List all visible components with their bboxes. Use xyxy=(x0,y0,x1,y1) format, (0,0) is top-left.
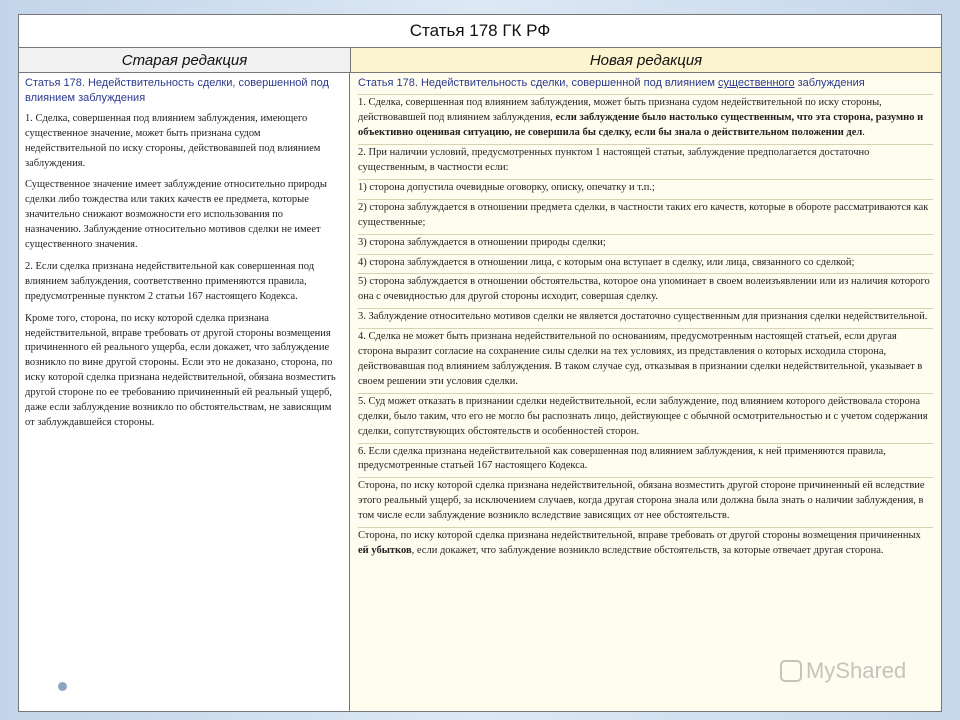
header-row xyxy=(19,48,941,73)
paragraph-text: 1. Сделка, совершенная под влиянием заблуждения, может быть признана судом недействительной по иску стороны, действовавшей под влиянием заблуждения, xyxy=(358,97,882,124)
title-part: Статья 178. Недействительность сделки, совершенной под влиянием xyxy=(358,77,718,89)
bold-text: если заблуждение было настолько существенным, что эта сторона, разумно и объективно оценивая ситуацию, не совершила бы сделку, если бы знала о действительном положении дел xyxy=(358,112,924,139)
new-paragraph: 5. Суд может отказать в признании сделки недействительной, если заблуждение, под влиянием которого действовала сторона сделки, было таким, что его не могло бы распознать лицо, действующее с обычной осмотрительностью и с учетом содержания сделки, сопутствующих обстоятельств и особенностей сторон. xyxy=(358,394,933,444)
table-title: Статья 178 ГК РФ xyxy=(19,15,941,48)
new-paragraph: 2) сторона заблуждается в отношении предмета сделки, в частности таких его качеств, которые в обороте рассматриваются как существенные; xyxy=(358,200,933,235)
watermark-logo-icon xyxy=(780,660,802,682)
new-paragraph: 4. Сделка не может быть признана недействительной по основаниям, предусмотренным настоящей статьей, если другая сторона выразит согласие на сохранение силы сделки на тех условиях, из представления о которых исходила сторона, действовавшая под влиянием заблуждения. В таком случае суд, отказывая в признании сделки недействительной, указывает в своем решении эти условия сделки. xyxy=(358,329,933,394)
new-paragraph xyxy=(358,528,933,562)
bold-text: ей убытков xyxy=(358,544,412,556)
new-paragraph: 3. Заблуждение относительно мотивов сделки не является достаточно существенным для признания сделки недействительной. xyxy=(358,309,933,329)
watermark-text: MyShared xyxy=(806,658,907,683)
new-article-title xyxy=(358,76,933,91)
old-article-title: Статья 178. Недействительность сделки, совершенной под влиянием заблуждения xyxy=(25,77,329,105)
new-paragraph: 6. Если сделка признана недействительной как совершенная под влиянием заблуждения, к ней применяются правила, предусмотренные статьей 167 настоящего Кодекса. xyxy=(358,444,933,479)
watermark xyxy=(780,658,906,684)
paragraph-text: . xyxy=(862,127,865,139)
new-article-title-cell xyxy=(358,75,933,95)
new-version-header: Новая редакция xyxy=(351,48,941,72)
old-version-column xyxy=(19,73,350,711)
comparison-table xyxy=(18,14,942,712)
slide-bullet-dot xyxy=(58,682,67,691)
new-paragraph: 1) сторона допустила очевидные оговорку, описку, опечатку и т.п.; xyxy=(358,180,933,200)
new-paragraph: 5) сторона заблуждается в отношении обстоятельства, которое она упоминает в своем волеизъявлении или из наличия которого она с очевидностью для другой стороны исходит, совершая сделку. xyxy=(358,274,933,309)
paragraph-text: Сторона, по иску которой сделка признана недействительной, вправе требовать от другой стороны возмещения причиненных xyxy=(358,530,921,542)
paragraph-text: , если докажет, что заблуждение возникло вследствие обстоятельств, за которые отвечает другая сторона. xyxy=(411,544,884,556)
new-paragraph: 2. При наличии условий, предусмотренных пунктом 1 настоящей статьи, заблуждение предполагается достаточно существенным, в частности если: xyxy=(358,145,933,180)
old-version-header: Старая редакция xyxy=(19,48,351,72)
body-row xyxy=(19,73,941,711)
old-paragraph: Кроме того, сторона, по иску которой сделка признана недействительной, вправе требовать от другой стороны возмещения причиненного ей реального ущерба, если докажет, что заблуждение возникло по вине другой стороны. Если это не доказано, сторона, по иску которой сделка признана недействительной, обязана возместить другой стороне по ее требованию причиненный ей реальный ущерб, даже если заблуждение возникло по обстоятельствам, не зависящим от заблуждавшейся стороны. xyxy=(25,312,336,428)
new-paragraph: 4) сторона заблуждается в отношении лица, с которым она вступает в сделку, или лица, связанного со сделкой; xyxy=(358,255,933,275)
new-paragraph xyxy=(358,95,933,145)
new-paragraph: 3) сторона заблуждается в отношении природы сделки; xyxy=(358,235,933,255)
old-paragraph: 2. Если сделка признана недействительной как совершенная под влиянием заблуждения, соответственно применяются правила, предусмотренные пунктом 2 статьи 167 настоящего Кодекса. xyxy=(25,260,315,302)
old-paragraph: Существенное значение имеет заблуждение относительно природы сделки либо тождества или таких качеств ее предмета, которые значительно снижают возможности его использования по назначению. Заблуждение относительно мотивов сделки не имеет существенного значения. xyxy=(25,179,327,251)
title-part: заблуждения xyxy=(794,77,865,89)
new-paragraph: Сторона, по иску которой сделка признана недействительной, обязана возместить другой стороне причиненный ей вследствие этого реальный ущерб, за исключением случаев, когда другая сторона знала или должна была знать о наличии заблуждения, в том числе если заблуждение возникло вследствие зависящих от нее обстоятельств. xyxy=(358,478,933,528)
title-underlined-word: существенного xyxy=(717,77,795,89)
new-version-column xyxy=(350,73,941,711)
old-paragraph: 1. Сделка, совершенная под влиянием заблуждения, имеющего существенное значение, может быть признана судом недействительной по иску стороны, действовавшей под влиянием заблуждения. xyxy=(25,112,321,169)
